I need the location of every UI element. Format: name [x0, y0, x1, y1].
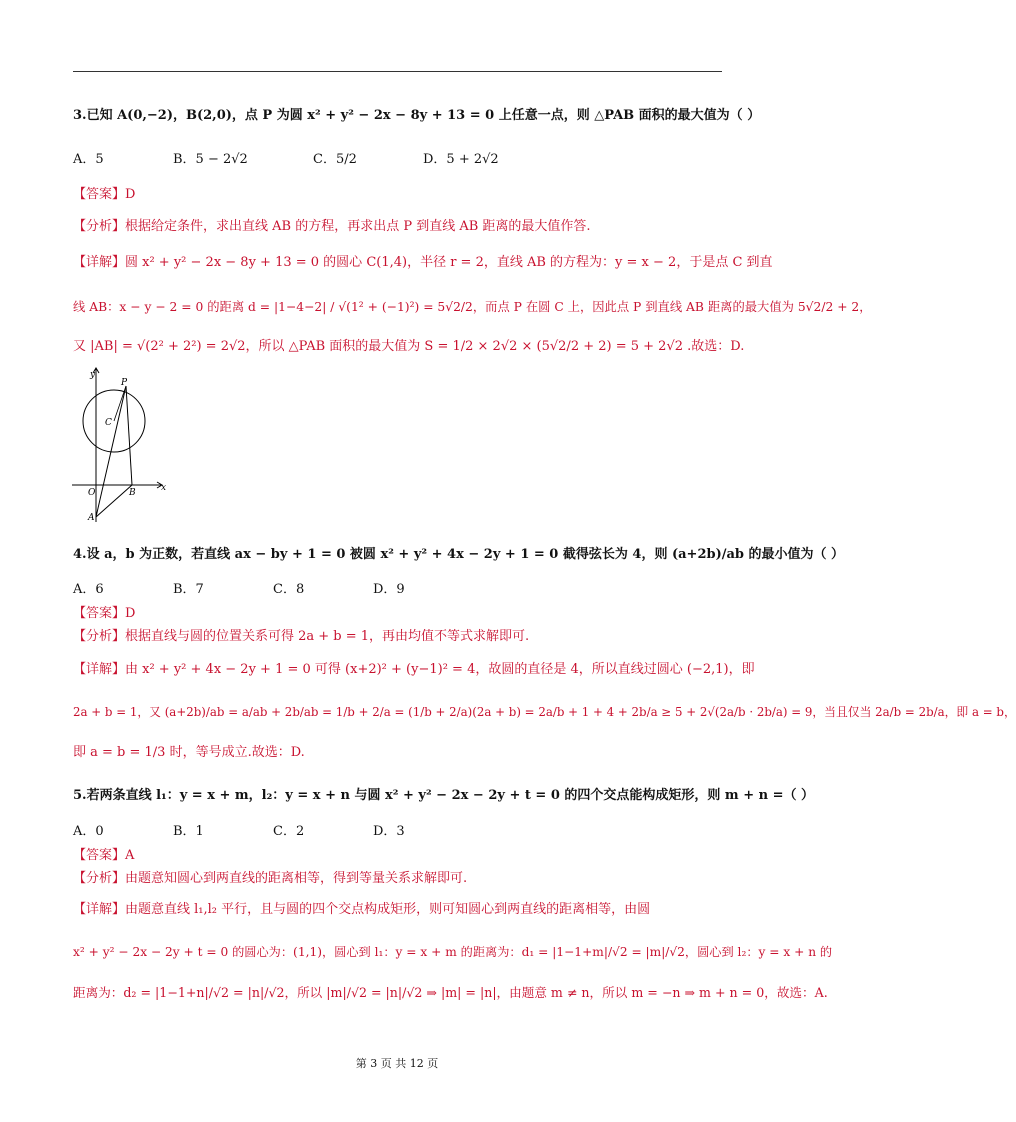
q3-detail-2: 线 AB：x − y − 2 = 0 的距离 d = |1−4−2| / √(1² + (−1)²) = 5√2/2，而点 P 在圆 C 上，因此点 P 到直线 AB 距离的最大值为 5√2/2 + 2，	[73, 300, 872, 314]
label-p: P	[121, 378, 128, 388]
q3-option-c: C．5/2	[313, 152, 357, 167]
q4-option-c: C．8	[273, 582, 305, 597]
label-c: C	[105, 418, 112, 428]
q5-option-c: C．2	[273, 824, 305, 839]
q4-detail-1: 【详解】由 x² + y² + 4x − 2y + 1 = 0 可得 (x+2)² + (y−1)² = 4，故圆的直径是 4，所以直线过圆心 (−2,1)，即	[73, 662, 755, 677]
q5-option-b: B．1	[173, 824, 204, 839]
q5-stem: 5.若两条直线 l₁：y = x + m，l₂：y = x + n 与圆 x² + y² − 2x − 2y + t = 0 的四个交点能构成矩形，则 m + n =（ ）	[73, 788, 815, 803]
q3-option-b: B．5 − 2√2	[173, 152, 248, 167]
page-footer: 第 3 页 共 12 页	[355, 1057, 439, 1070]
q4-answer: 【答案】D	[73, 606, 136, 621]
q5-detail-3: 距离为：d₂ = |1−1+n|/√2 = |n|/√2，所以 |m|/√2 = |n|/√2 ⇒ |m| = |n|，由题意 m ≠ n，所以 m = −n ⇒ m + n = 0，故选：A.	[73, 985, 828, 1000]
segment-ab	[96, 485, 132, 517]
q5-detail-2: x² + y² − 2x − 2y + t = 0 的圆心为：(1,1)，圆心到 l₁：y = x + m 的距离为：d₁ = |1−1+m|/√2 = |m|/√2，圆心到 l₂：y = x + n 的	[73, 945, 833, 959]
label-a: A	[88, 513, 95, 523]
label-o: O	[88, 488, 96, 498]
segment-cp	[114, 386, 126, 421]
q5-analysis: 【分析】由题意知圆心到两直线的距离相等，得到等量关系求解即可.	[73, 871, 468, 886]
q4-option-d: D．9	[373, 582, 405, 597]
q4-detail-2: 2a + b = 1，又 (a+2b)/ab = a/ab + 2b/ab = 1/b + 2/a = (1/b + 2/a)(2a + b) = 2a/b + 1 + 4 + 2b/a ≥ 5 + 2√(2a/b · 2b/a) = 9，当且仅当 2a/b = 2b/a，即 a = b，	[73, 705, 1016, 719]
q3-option-d: D．5 + 2√2	[423, 152, 499, 167]
q3-answer: 【答案】D	[73, 187, 136, 202]
q5-option-a: A．0	[73, 824, 104, 839]
q3-detail-1: 【详解】圆 x² + y² − 2x − 8y + 13 = 0 的圆心 C(1,4)，半径 r = 2，直线 AB 的方程为：y = x − 2，于是点 C 到直	[73, 255, 773, 270]
label-y: y	[90, 370, 96, 380]
q3-stem: 3.已知 A(0,−2)，B(2,0)，点 P 为圆 x² + y² − 2x − 8y + 13 = 0 上任意一点，则 △PAB 面积的最大值为（ ）	[73, 108, 761, 123]
q4-detail-3: 即 a = b = 1/3 时，等号成立.故选：D.	[73, 745, 305, 760]
q5-detail-1: 【详解】由题意直线 l₁,l₂ 平行，且与圆的四个交点构成矩形，则可知圆心到两直线的距离相等，由圆	[73, 902, 651, 917]
q3-analysis: 【分析】根据给定条件，求出直线 AB 的方程，再求出点 P 到直线 AB 距离的最大值作答.	[73, 219, 591, 234]
q4-option-a: A．6	[73, 582, 104, 597]
label-b: B	[129, 488, 136, 498]
q4-analysis: 【分析】根据直线与圆的位置关系可得 2a + b = 1，再由均值不等式求解即可.	[73, 629, 530, 644]
label-x: x	[161, 483, 167, 493]
q3-figure	[70, 364, 170, 524]
q5-option-d: D．3	[373, 824, 405, 839]
q4-stem: 4.设 a，b 为正数，若直线 ax − by + 1 = 0 被圆 x² + y² + 4x − 2y + 1 = 0 截得弦长为 4，则 (a+2b)/ab 的最小值为（ ）	[73, 547, 845, 562]
q4-option-b: B．7	[173, 582, 204, 597]
segment-bp	[126, 386, 132, 485]
q5-answer: 【答案】A	[73, 848, 135, 863]
header-rule	[73, 71, 722, 72]
q3-detail-3: 又 |AB| = √(2² + 2²) = 2√2，所以 △PAB 面积的最大值为 S = 1/2 × 2√2 × (5√2/2 + 2) = 5 + 2√2 .故选：D.	[73, 339, 745, 354]
q3-option-a: A．5	[73, 152, 104, 167]
